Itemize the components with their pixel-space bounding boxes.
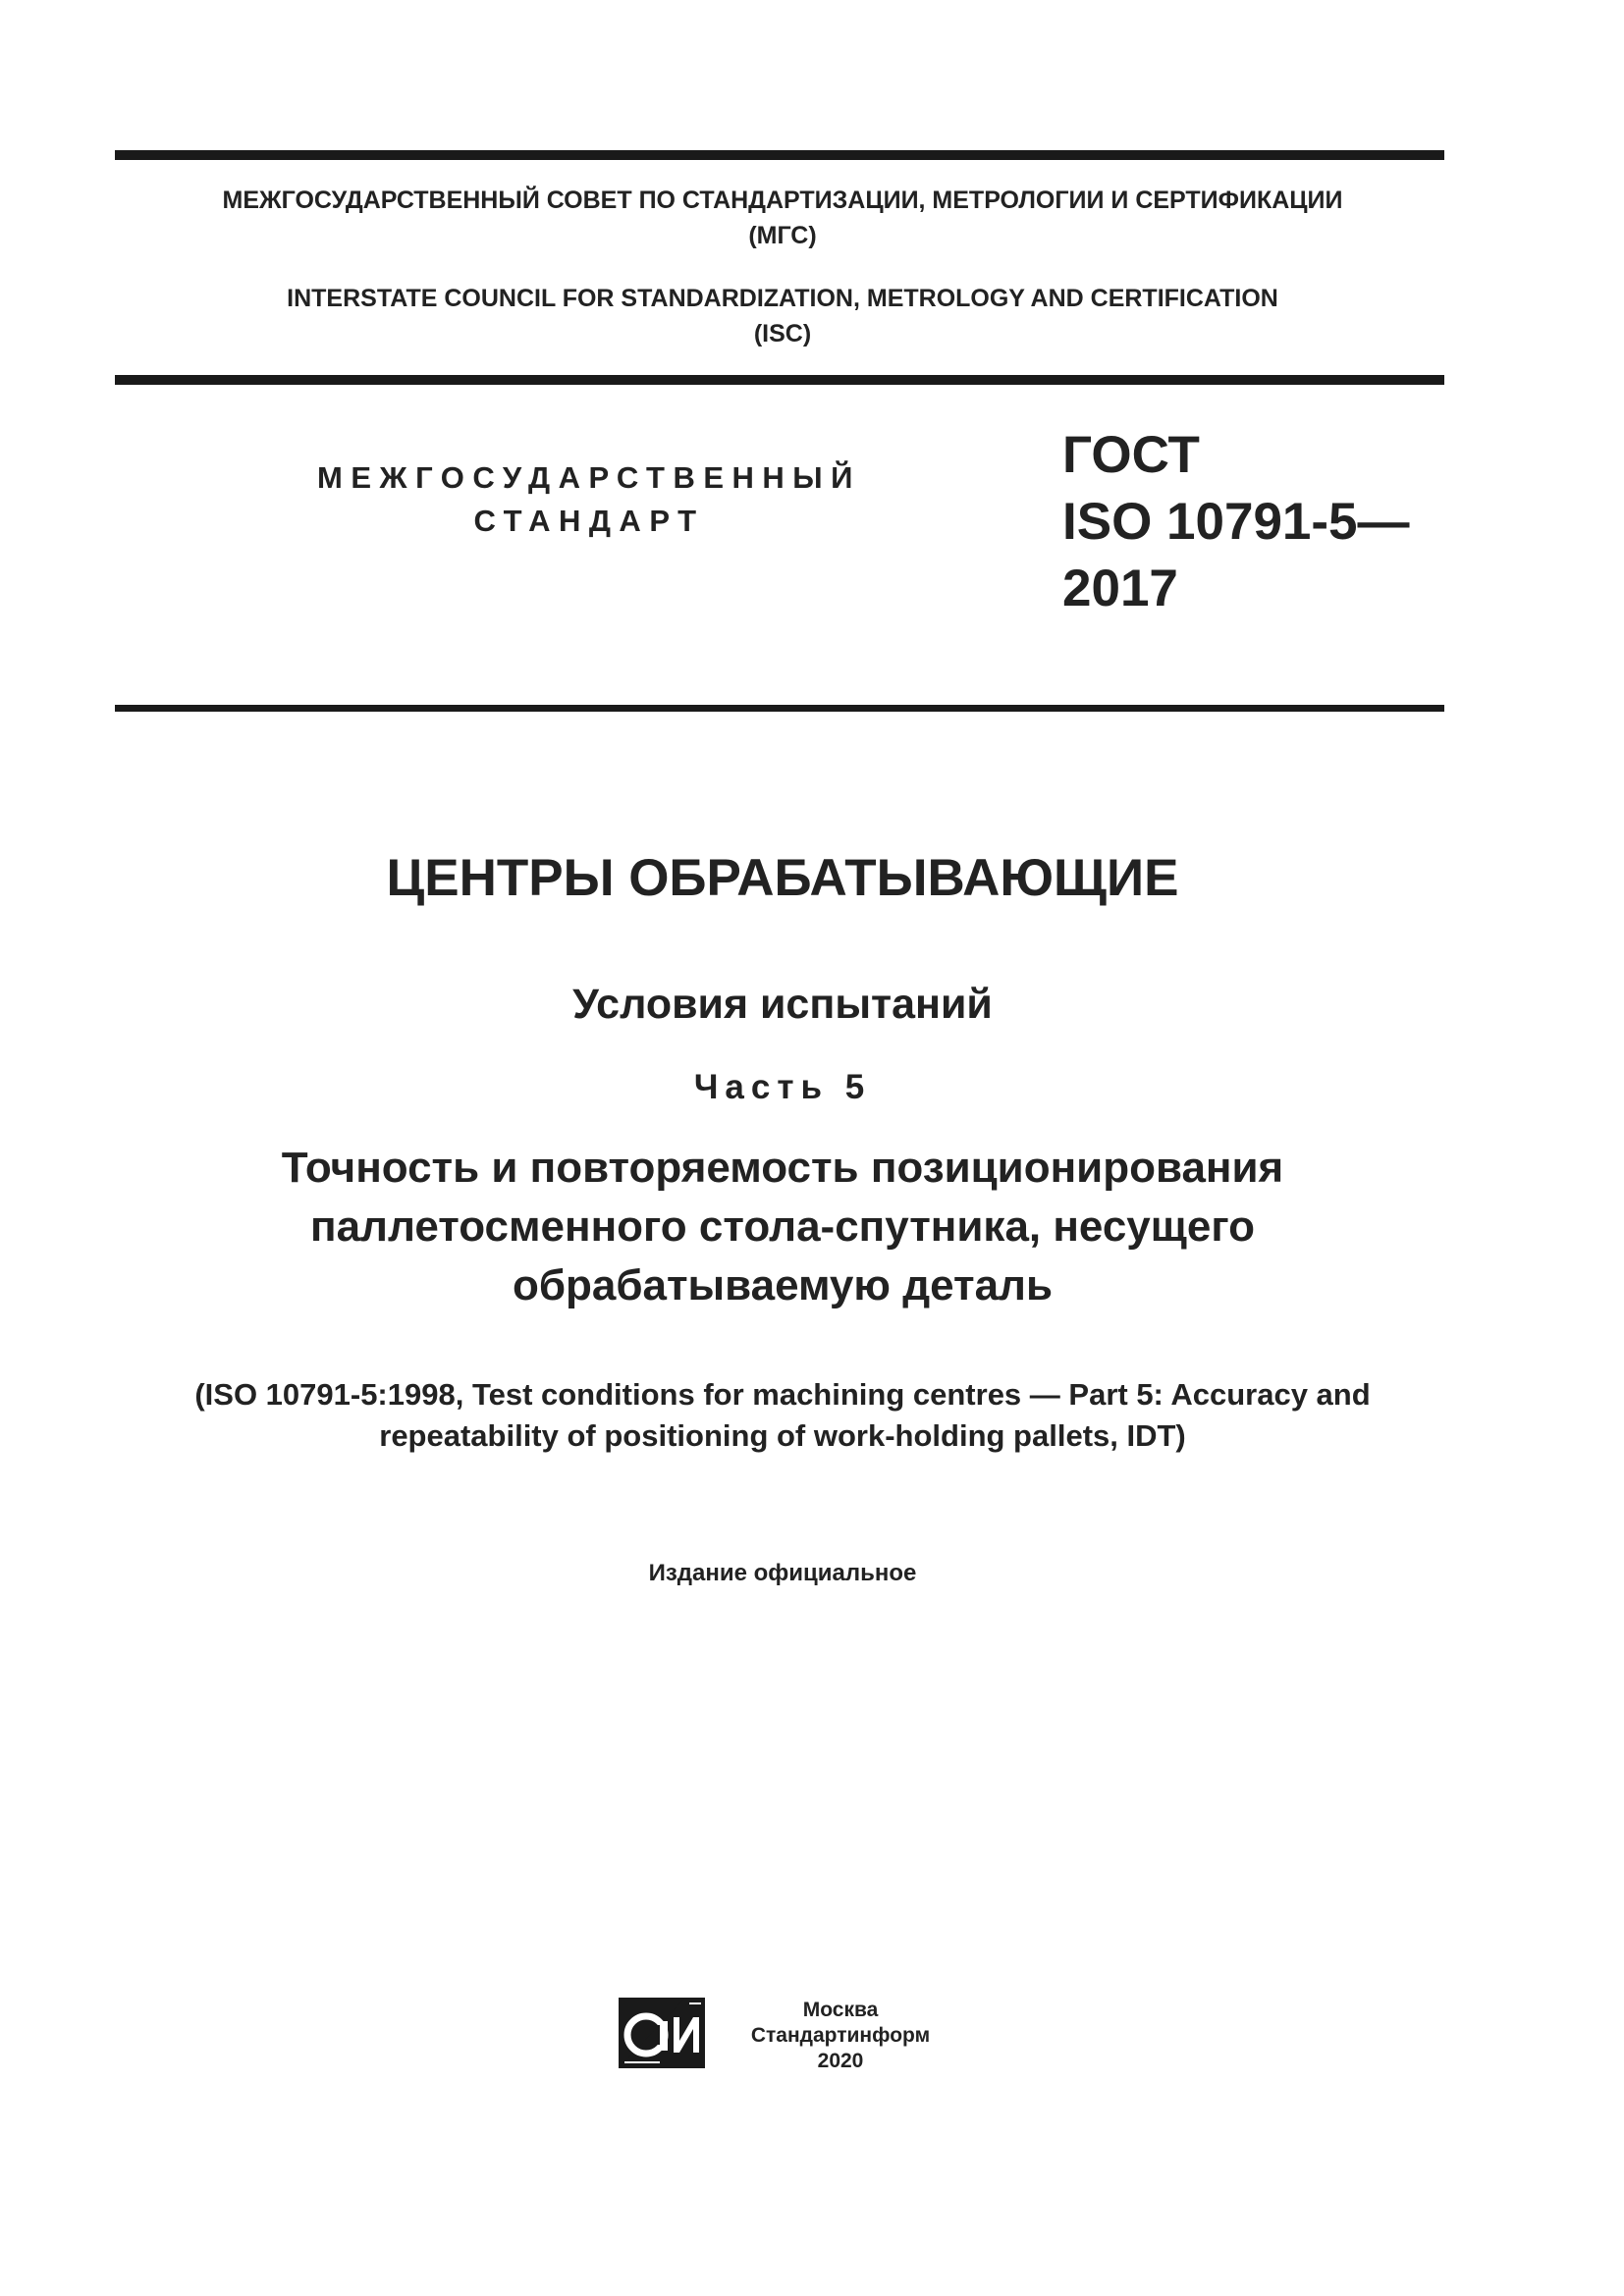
gost-designation [1062, 422, 1410, 622]
edition-label: Издание официальное [648, 1560, 917, 1586]
gost-line1: ГОСТ [1062, 426, 1200, 484]
header-bottom-rule [115, 375, 1444, 385]
iso-ref-line2: repeatability of positioning of work-holding pallets, IDT) [379, 1418, 1186, 1453]
document-part: Часть 5 [693, 1068, 872, 1106]
standard-type-line2: СТАНДАРТ [473, 504, 705, 538]
iso-reference [0, 1374, 1565, 1457]
council-en-line2: (ISC) [753, 320, 812, 347]
document-subject [0, 1139, 1565, 1315]
standartinform-logo-icon [617, 1996, 707, 2070]
designation-bottom-rule [115, 705, 1444, 712]
top-rule [115, 150, 1444, 160]
publisher-city: Москва [802, 1999, 879, 2021]
gost-line3: 2017 [1062, 560, 1178, 617]
council-ru-line2: (МГС) [748, 222, 817, 249]
subject-line1: Точность и повторяемость позиционирования [281, 1144, 1284, 1192]
document-title: ЦЕНТРЫ ОБРАБАТЫВАЮЩИЕ [386, 849, 1179, 907]
standard-type-line1: МЕЖГОСУДАРСТВЕННЫЙ [317, 460, 861, 495]
iso-ref-line1: (ISO 10791-5:1998, Test conditions for machining centres — Part 5: Accuracy and [194, 1377, 1371, 1412]
publisher-imprint [729, 1998, 952, 2074]
council-header-ru [0, 183, 1565, 253]
gost-line2: ISO 10791-5— [1062, 493, 1410, 551]
council-ru-line1: МЕЖГОСУДАРСТВЕННЫЙ СОВЕТ ПО СТАНДАРТИЗАЦИИ, МЕТРОЛОГИИ И СЕРТИФИКАЦИИ [222, 187, 1343, 214]
subject-line2: паллетосменного стола-спутника, несущего [310, 1202, 1255, 1251]
council-en-line1: INTERSTATE COUNCIL FOR STANDARDIZATION, METROLOGY AND CERTIFICATION [287, 285, 1278, 312]
subject-line3: обрабатываемую деталь [512, 1261, 1054, 1309]
publisher-name: Стандартинформ [750, 2024, 931, 2047]
standard-type [250, 456, 928, 543]
council-header-en [0, 281, 1565, 351]
document-subtitle: Условия испытаний [572, 981, 993, 1028]
publisher-year: 2020 [817, 2050, 864, 2072]
